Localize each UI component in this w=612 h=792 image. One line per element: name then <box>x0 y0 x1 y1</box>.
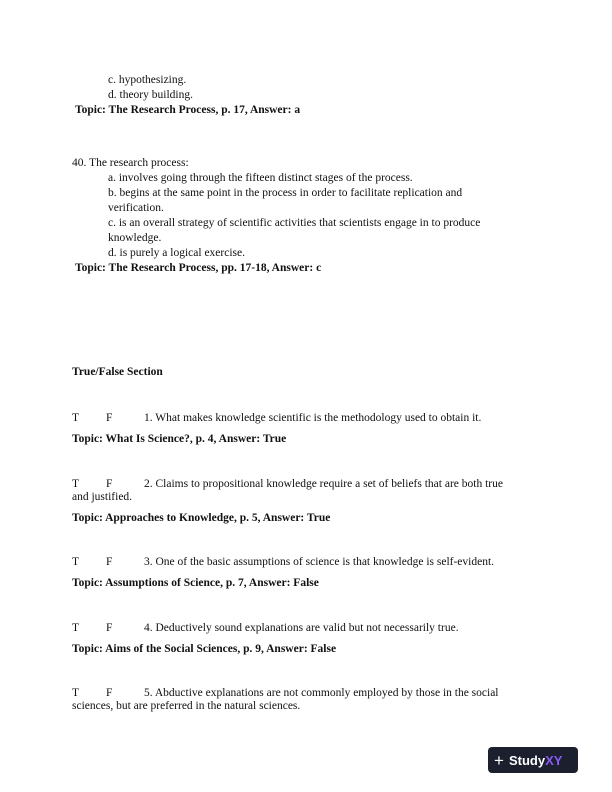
q40-option-c-cont: knowledge. <box>108 232 162 244</box>
tf-statement: 3. One of the basic assumptions of science is that knowledge is self-evident. <box>144 556 495 568</box>
tf-item-2 <box>72 477 532 491</box>
tf-item-3 <box>72 555 532 569</box>
tf-item-4-topic: Topic: Aims of the Social Sciences, p. 9, Answer: False <box>72 643 337 655</box>
tf-item-1-topic: Topic: What Is Science?, p. 4, Answer: True <box>72 433 287 445</box>
tf-statement: 2. Claims to propositional knowledge require a set of beliefs that are both true <box>144 478 503 490</box>
q40-option-d: d. is purely a logical exercise. <box>108 247 245 259</box>
tf-true-marker: T <box>72 478 80 490</box>
tf-false-marker: F <box>106 622 113 634</box>
plus-icon: + <box>494 750 504 770</box>
tf-statement: 5. Abductive explanations are not commonly employed by those in the social <box>144 687 499 699</box>
tf-item-5 <box>72 686 532 700</box>
tf-true-marker: T <box>72 687 80 699</box>
tf-false-marker: F <box>106 412 113 424</box>
tf-item-2-cont: and justified. <box>72 491 133 503</box>
tf-false-marker: F <box>106 478 113 490</box>
q40-stem: 40. The research process: <box>72 157 189 169</box>
tf-true-marker: T <box>72 622 80 634</box>
q40-option-b: b. begins at the same point in the process in order to facilitate replication and <box>108 187 463 199</box>
tf-true-marker: T <box>72 556 80 568</box>
q40-topic: Topic: The Research Process, pp. 17-18, Answer: c <box>75 262 322 274</box>
q40-option-a: a. involves going through the fifteen distinct stages of the process. <box>108 172 413 184</box>
q39-option-d: d. theory building. <box>108 89 193 101</box>
q39-topic: Topic: The Research Process, p. 17, Answer: a <box>75 104 301 116</box>
tf-heading: True/False Section <box>72 366 163 378</box>
tf-false-marker: F <box>106 687 113 699</box>
q40-option-b-cont: verification. <box>108 202 164 214</box>
logo-xy-text: XY <box>545 752 563 768</box>
tf-true-marker: T <box>72 412 80 424</box>
tf-item-5-cont: sciences, but are preferred in the natural sciences. <box>72 700 301 712</box>
tf-item-4 <box>72 621 532 635</box>
tf-statement: 1. What makes knowledge scientific is the methodology used to obtain it. <box>144 412 482 424</box>
tf-false-marker: F <box>106 556 113 568</box>
tf-statement: 4. Deductively sound explanations are valid but not necessarily true. <box>144 622 459 634</box>
q40-option-c: c. is an overall strategy of scientific activities that scientists engage in to produce <box>108 217 481 229</box>
tf-item-2-topic: Topic: Approaches to Knowledge, p. 5, Answer: True <box>72 512 331 524</box>
logo-study-text: Study <box>508 752 546 768</box>
tf-item-1 <box>72 411 532 425</box>
q39-option-c: c. hypothesizing. <box>108 74 187 86</box>
studyxy-logo <box>488 747 578 773</box>
tf-item-3-topic: Topic: Assumptions of Science, p. 7, Answer: False <box>72 577 319 589</box>
